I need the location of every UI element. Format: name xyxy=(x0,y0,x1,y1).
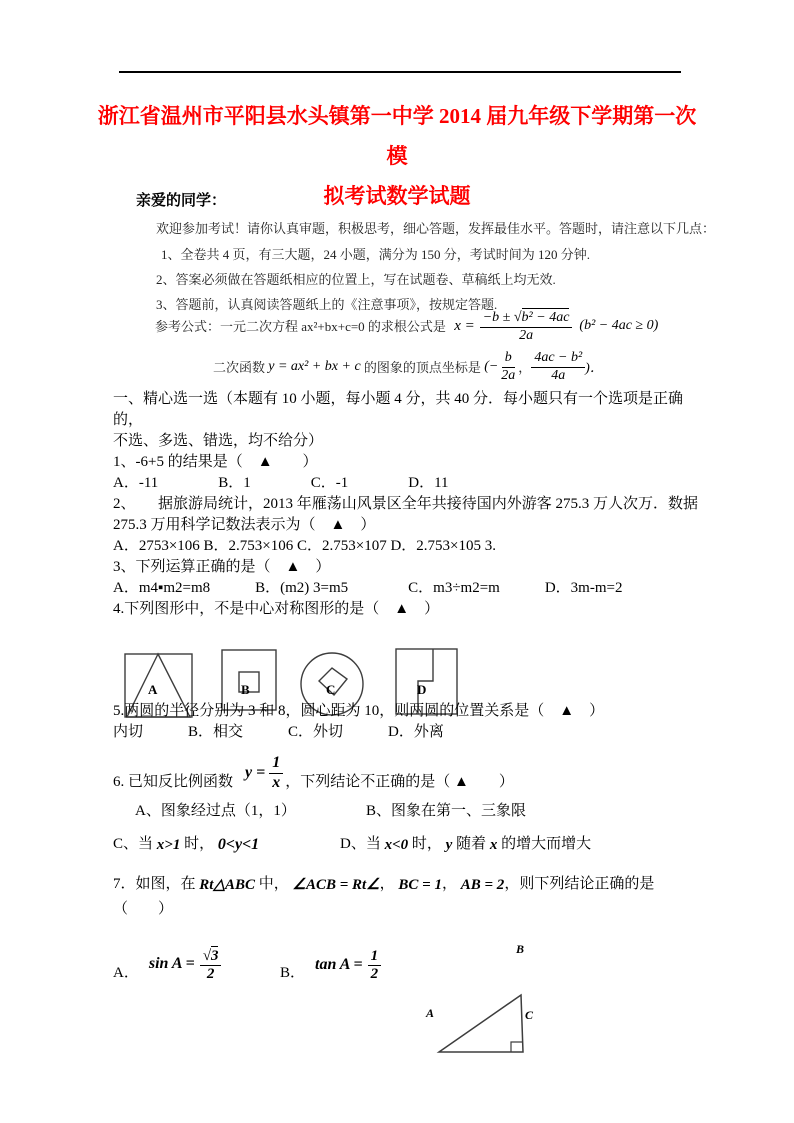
question-2-line1: 2、 据旅游局统计，2013 年雁荡山风景区全年共接待国内外游客 275.3 万人次万．数据 xyxy=(113,496,699,512)
q7-math4: AB = 2 xyxy=(460,877,505,893)
figure-label-d: D xyxy=(417,682,427,697)
radicand: b² − 4ac xyxy=(521,310,570,326)
q6-text-pre: 6. 已知反比例函数 xyxy=(113,774,234,790)
radical-icon: √ xyxy=(202,947,211,964)
q7-seg4: ， xyxy=(441,876,461,892)
triangle-vertex-c-label: C xyxy=(525,1008,534,1022)
root-formula-condition: (b² − 4ac ≥ 0) xyxy=(579,318,659,333)
q7-sin-fraction xyxy=(200,946,222,984)
q7-optb-math xyxy=(315,948,381,984)
section1-header-line3: 不选、多选、错选，均不给分） xyxy=(113,433,324,449)
x-equals: x = xyxy=(454,317,475,334)
q7-option-b xyxy=(280,933,381,983)
q7-triangle-svg xyxy=(430,981,535,1061)
q6-frac-den: x xyxy=(272,773,281,791)
q6-optc-math1: x>1 xyxy=(156,837,181,853)
q7-seg1: 7．如图，在 xyxy=(113,876,200,892)
q6-optc-mid: 时， xyxy=(180,836,218,852)
note-3: 3、答题前，认真阅读答题纸上的《注意事项》，按规定答题. xyxy=(156,297,498,312)
question-6-stem xyxy=(113,742,514,792)
q6-optd-pre: D、当 xyxy=(340,836,385,852)
q7-tan-num: 1 xyxy=(368,948,382,966)
denominator: 2a xyxy=(519,327,534,343)
q7-math2: ∠ACB = Rt∠ xyxy=(292,877,380,893)
q7-math3: BC = 1 xyxy=(398,877,442,893)
question-3-text: 3、下列运算正确的是（ ▲ ） xyxy=(113,559,331,575)
q6-optd-post: 的增大而增大 xyxy=(497,836,592,852)
question-4-text: 4.下列图形中，不是中心对称图形的是（ ▲ ） xyxy=(113,601,440,617)
quad-math: y = ax² + bx + c xyxy=(268,359,361,374)
figure-label-a: A xyxy=(148,682,158,697)
note-2: 2、答案必须做在答题纸相应的位置上，写在试题卷、草稿纸上均无效. xyxy=(156,272,556,287)
vertex-paren-open: (− xyxy=(484,359,499,374)
note-1: 1、全卷共 4 页，有三大题，24 小题，满分为 150 分，考试时间为 120 分钟. xyxy=(161,247,591,262)
q7-sin-lhs: sin A = xyxy=(148,955,195,973)
question-3-options: A．m4▪m2=m8 B．(m2) 3=m5 C．m3÷m2=m D．3m-m=2 xyxy=(113,580,623,596)
page-title-line1: 浙江省温州市平阳县水头镇第一中学 2014 届九年级下学期第一次模 xyxy=(97,104,697,168)
figure-label-b: B xyxy=(241,682,250,697)
q6-optc-pre: C、当 xyxy=(113,836,157,852)
q7-tan-fraction xyxy=(368,948,382,984)
q7-seg3: ， xyxy=(379,876,399,892)
q7-triangle-figure xyxy=(430,945,535,1097)
section1-header-line2: 的， xyxy=(113,412,144,428)
q7-tan-den: 2 xyxy=(370,965,379,982)
q7-answer-parens: （ ） xyxy=(113,901,174,917)
vertex-comma: ， xyxy=(518,359,532,375)
question-7-stem xyxy=(113,872,654,894)
reference-formula-label: 参考公式：一元二次方程 ax²+bx+c=0 的求根公式是 xyxy=(155,318,450,334)
vertex-paren-close: )． xyxy=(585,361,604,376)
q6-fraction xyxy=(269,754,283,792)
top-rule xyxy=(119,71,681,73)
q6-frac-num: 1 xyxy=(269,754,283,773)
q6-optd-math2: y xyxy=(445,837,453,853)
section1-header-line1: 一、精心选一选（本题有 10 小题，每小题 4 分，共 40 分．每小题只有一个选项是正确 xyxy=(113,391,684,407)
q6-y-equals: y = xyxy=(245,764,266,782)
q7-math1: Rt△ABC xyxy=(199,877,255,893)
vertex-frac1-num: b xyxy=(502,350,515,367)
radical-icon: √ xyxy=(513,310,522,326)
salutation: 亲爱的同学： xyxy=(136,192,227,209)
page-title-line2: 拟考试数学试题 xyxy=(323,184,471,208)
quad-label-pre: 二次函数 xyxy=(213,359,269,375)
vertex-formula-line xyxy=(213,347,604,387)
question-1-text: 1、-6+5 的结果是（ ▲ ） xyxy=(113,454,318,470)
q7-sin-den: 2 xyxy=(206,965,215,982)
vertex-frac-2 xyxy=(531,350,585,383)
reference-formula-line xyxy=(155,304,658,348)
question-1-options: A．-11 B．1 C．-1 D．11 xyxy=(113,475,449,491)
q6-option-c xyxy=(113,832,259,854)
q6-optc-math2: 0<y<1 xyxy=(217,836,260,853)
question-2-line2: 275.3 万用科学记数法表示为（ ▲ ） xyxy=(113,517,376,533)
q6-optd-mid: 时， xyxy=(408,836,446,852)
q6-optd-mid2: 随着 xyxy=(452,836,490,852)
vertex-frac1-den: 2a xyxy=(501,367,516,383)
q7-seg5: ，则下列结论正确的是 xyxy=(504,876,655,892)
question-2-options: A．2753×106 B．2.753×106 C．2.753×107 D．2.753×105 3. xyxy=(113,538,497,554)
q6-option-a: A、图象经过点（1，1） xyxy=(135,803,296,819)
question-5-text: 5.两圆的半径分别为 3 和 8，圆心距为 10，则两圆的位置关系是（ ▲ ） xyxy=(113,703,605,719)
quad-label-post: 的图象的顶点坐标是 xyxy=(360,359,485,375)
q7-seg2: 中， xyxy=(255,876,293,892)
right-triangle xyxy=(439,995,523,1052)
q6-optd-math1: x<0 xyxy=(384,837,409,853)
q6-inverse-function xyxy=(245,754,283,792)
q7-opta-math xyxy=(149,946,222,984)
vertex-frac2-num: 4ac − b² xyxy=(531,350,585,367)
triangle-vertex-a-label: A xyxy=(426,1006,435,1020)
q7-opta-label: A． xyxy=(113,965,139,981)
q7-option-a xyxy=(113,933,221,983)
q7-sin-radicand: 3 xyxy=(210,947,219,964)
right-angle-marker xyxy=(511,1042,523,1052)
q6-text-post: ，下列结论不正确的是（ ▲ ） xyxy=(285,774,514,790)
q6-optd-math3: x xyxy=(489,837,498,853)
question-5-options: 内切 B．相交 C．外切 D．外离 xyxy=(113,724,444,740)
triangle-vertex-b-label: B xyxy=(516,942,525,956)
intro-line: 欢迎参加考试！请你认真审题，积极思考，细心答题，发挥最佳水平。答题时，请注意以下几点： xyxy=(156,221,716,236)
vertex-frac2-den: 4a xyxy=(551,367,566,383)
root-formula-fraction xyxy=(480,308,573,343)
vertex-frac-1 xyxy=(498,350,518,383)
q6-option-d xyxy=(340,832,591,854)
numerator-prefix: −b ± xyxy=(482,310,514,326)
q7-tan-lhs: tan A = xyxy=(315,956,363,974)
q7-optb-label: B． xyxy=(280,965,306,981)
figure-label-c: C xyxy=(326,682,336,697)
q6-option-b: B、图象在第一、三象限 xyxy=(366,803,527,819)
